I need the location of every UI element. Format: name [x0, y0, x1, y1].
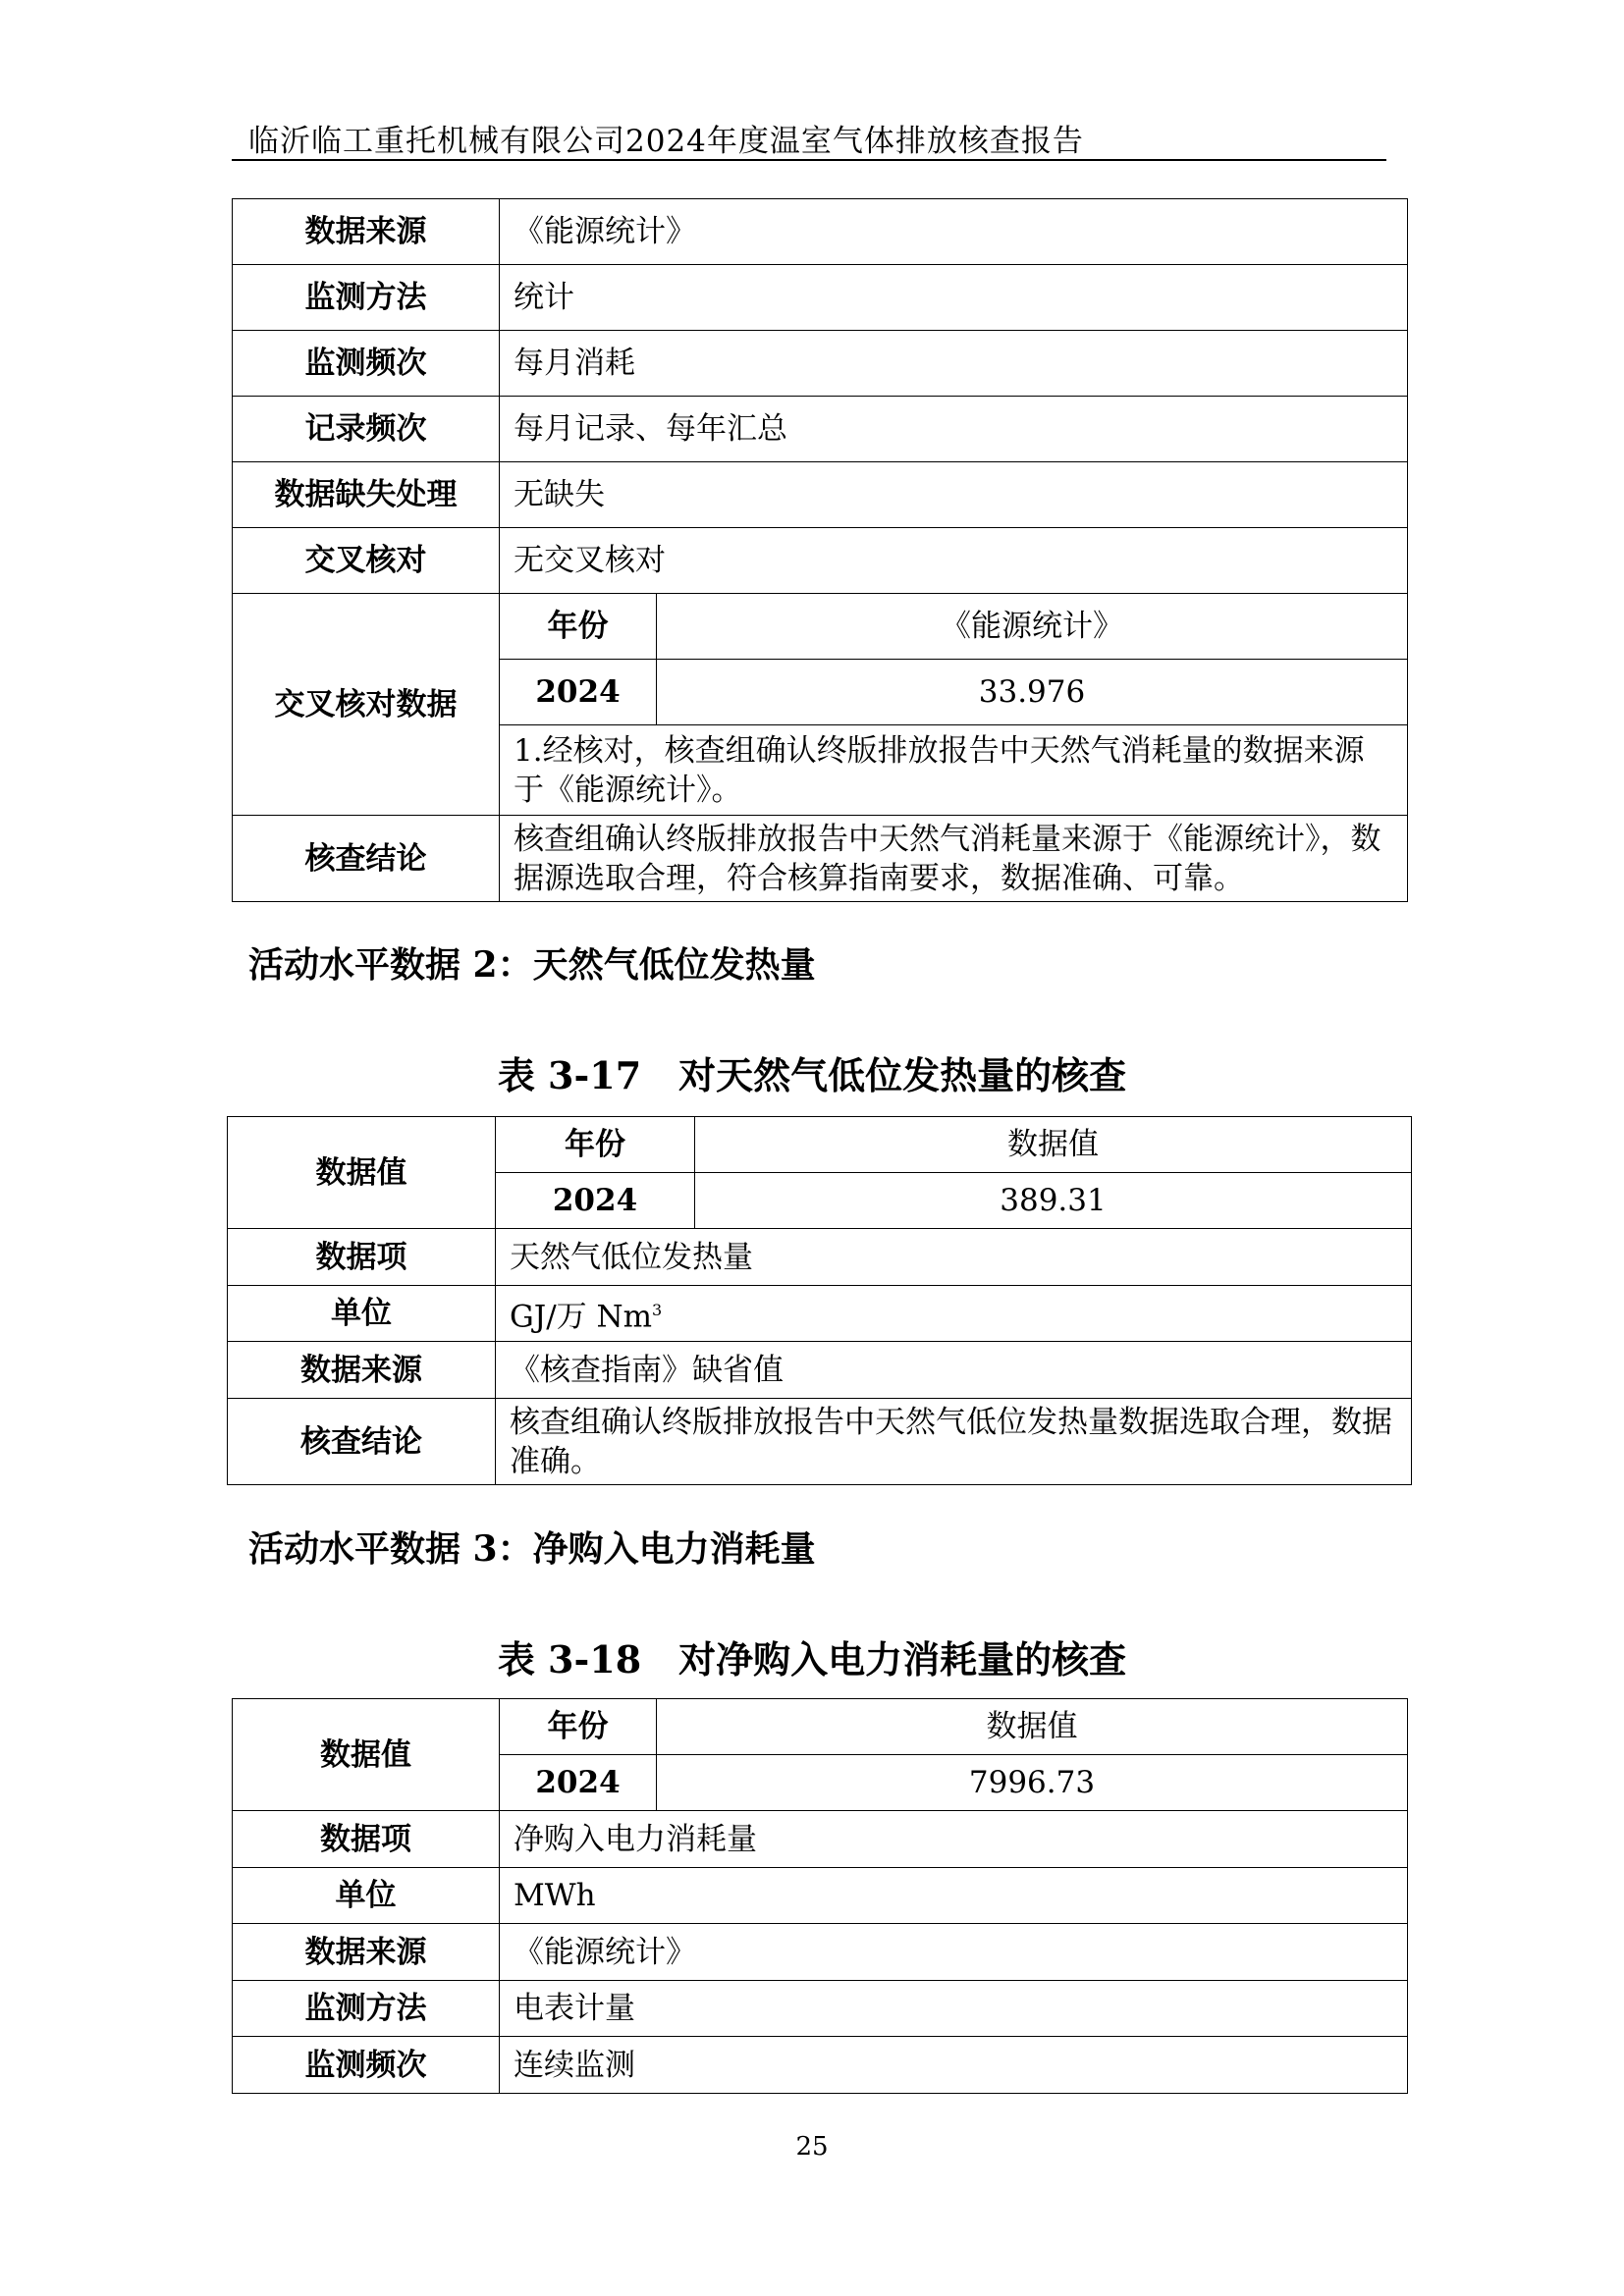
- page-header-title: 临沂临工重托机械有限公司2024年度温室气体排放核查报告: [248, 124, 1084, 159]
- conclusion-value: 核查组确认终版排放报告中天然气低位发热量数据选取合理，数据准确。: [496, 1399, 1412, 1485]
- year-cell: 2024: [500, 660, 657, 725]
- year-cell: 2024: [496, 1173, 695, 1229]
- year-header: 年份: [496, 1117, 695, 1173]
- data-value-label: 数据值: [228, 1117, 496, 1229]
- row-label: 数据项: [228, 1229, 496, 1286]
- table-row: [228, 1117, 1412, 1173]
- table-caption: 表 3-17 对天然气低位发热量的核查: [497, 1053, 1127, 1097]
- section-heading: 活动水平数据 3：净购入电力消耗量: [248, 1528, 816, 1570]
- table-row: [228, 1229, 1412, 1286]
- table-row: [233, 1811, 1408, 1868]
- table-row: [233, 1868, 1408, 1924]
- cross-check-note: 1.经核对，核查组确认终版排放报告中天然气消耗量的数据来源于《能源统计》。: [500, 725, 1408, 816]
- unit-superscript: 3: [652, 1300, 663, 1319]
- row-label: 监测频次: [233, 331, 500, 397]
- conclusion-value: 核查组确认终版排放报告中天然气消耗量来源于《能源统计》，数据源选取合理，符合核算指南要求，数据准确、可靠。: [500, 816, 1408, 902]
- value-cell: 389.31: [695, 1173, 1412, 1229]
- table-row: [233, 594, 1408, 660]
- table-purchased-electricity: [232, 1698, 1408, 2094]
- row-value: MWh: [500, 1868, 1408, 1924]
- row-label: 单位: [233, 1868, 500, 1924]
- conclusion-label: 核查结论: [233, 816, 500, 902]
- year-cell: 2024: [500, 1755, 657, 1811]
- row-value: 每月记录、每年汇总: [500, 397, 1408, 462]
- row-value: [496, 1286, 1412, 1342]
- row-value: 连续监测: [500, 2037, 1408, 2094]
- header-rule: [232, 159, 1386, 161]
- year-header: 年份: [500, 594, 657, 660]
- value-header: 数据值: [695, 1117, 1412, 1173]
- source-header: 《能源统计》: [657, 594, 1408, 660]
- row-value: 《核查指南》缺省值: [496, 1342, 1412, 1399]
- unit-text: GJ/万 Nm: [510, 1299, 653, 1335]
- table-row: [228, 1286, 1412, 1342]
- table-row: [228, 1342, 1412, 1399]
- table-row: [233, 1981, 1408, 2037]
- row-label: 数据项: [233, 1811, 500, 1868]
- year-header: 年份: [500, 1699, 657, 1755]
- table-row: [233, 1699, 1408, 1755]
- table-row: [233, 1924, 1408, 1981]
- row-value: 天然气低位发热量: [496, 1229, 1412, 1286]
- row-value: 《能源统计》: [500, 1924, 1408, 1981]
- section-heading: 活动水平数据 2：天然气低位发热量: [248, 944, 816, 986]
- table-row: [233, 265, 1408, 331]
- row-label: 数据缺失处理: [233, 462, 500, 528]
- row-value: 无交叉核对: [500, 528, 1408, 594]
- row-value: 每月消耗: [500, 331, 1408, 397]
- row-value: 电表计量: [500, 1981, 1408, 2037]
- row-label: 数据来源: [233, 1924, 500, 1981]
- cross-check-data-label: 交叉核对数据: [233, 594, 500, 816]
- page-number: 25: [795, 2132, 829, 2162]
- row-value: 《能源统计》: [500, 199, 1408, 265]
- value-cell: 7996.73: [657, 1755, 1408, 1811]
- row-value: 统计: [500, 265, 1408, 331]
- row-label: 监测频次: [233, 2037, 500, 2094]
- table-row: [233, 528, 1408, 594]
- table-low-heating-value: [227, 1116, 1412, 1485]
- row-value: 净购入电力消耗量: [500, 1811, 1408, 1868]
- table-row: [233, 816, 1408, 902]
- value-header: 数据值: [657, 1699, 1408, 1755]
- table-row: [233, 331, 1408, 397]
- conclusion-label: 核查结论: [228, 1399, 496, 1485]
- table-natural-gas-consumption: [232, 198, 1408, 902]
- row-value: 无缺失: [500, 462, 1408, 528]
- table-caption: 表 3-18 对净购入电力消耗量的核查: [497, 1637, 1127, 1682]
- row-label: 记录频次: [233, 397, 500, 462]
- row-label: 单位: [228, 1286, 496, 1342]
- row-label: 数据来源: [228, 1342, 496, 1399]
- table-row: [233, 397, 1408, 462]
- value-cell: 33.976: [657, 660, 1408, 725]
- table-row: [233, 199, 1408, 265]
- table-row: [233, 462, 1408, 528]
- table-row: [228, 1399, 1412, 1485]
- row-label: 监测方法: [233, 265, 500, 331]
- row-label: 交叉核对: [233, 528, 500, 594]
- row-label: 监测方法: [233, 1981, 500, 2037]
- table-row: [233, 2037, 1408, 2094]
- row-label: 数据来源: [233, 199, 500, 265]
- data-value-label: 数据值: [233, 1699, 500, 1811]
